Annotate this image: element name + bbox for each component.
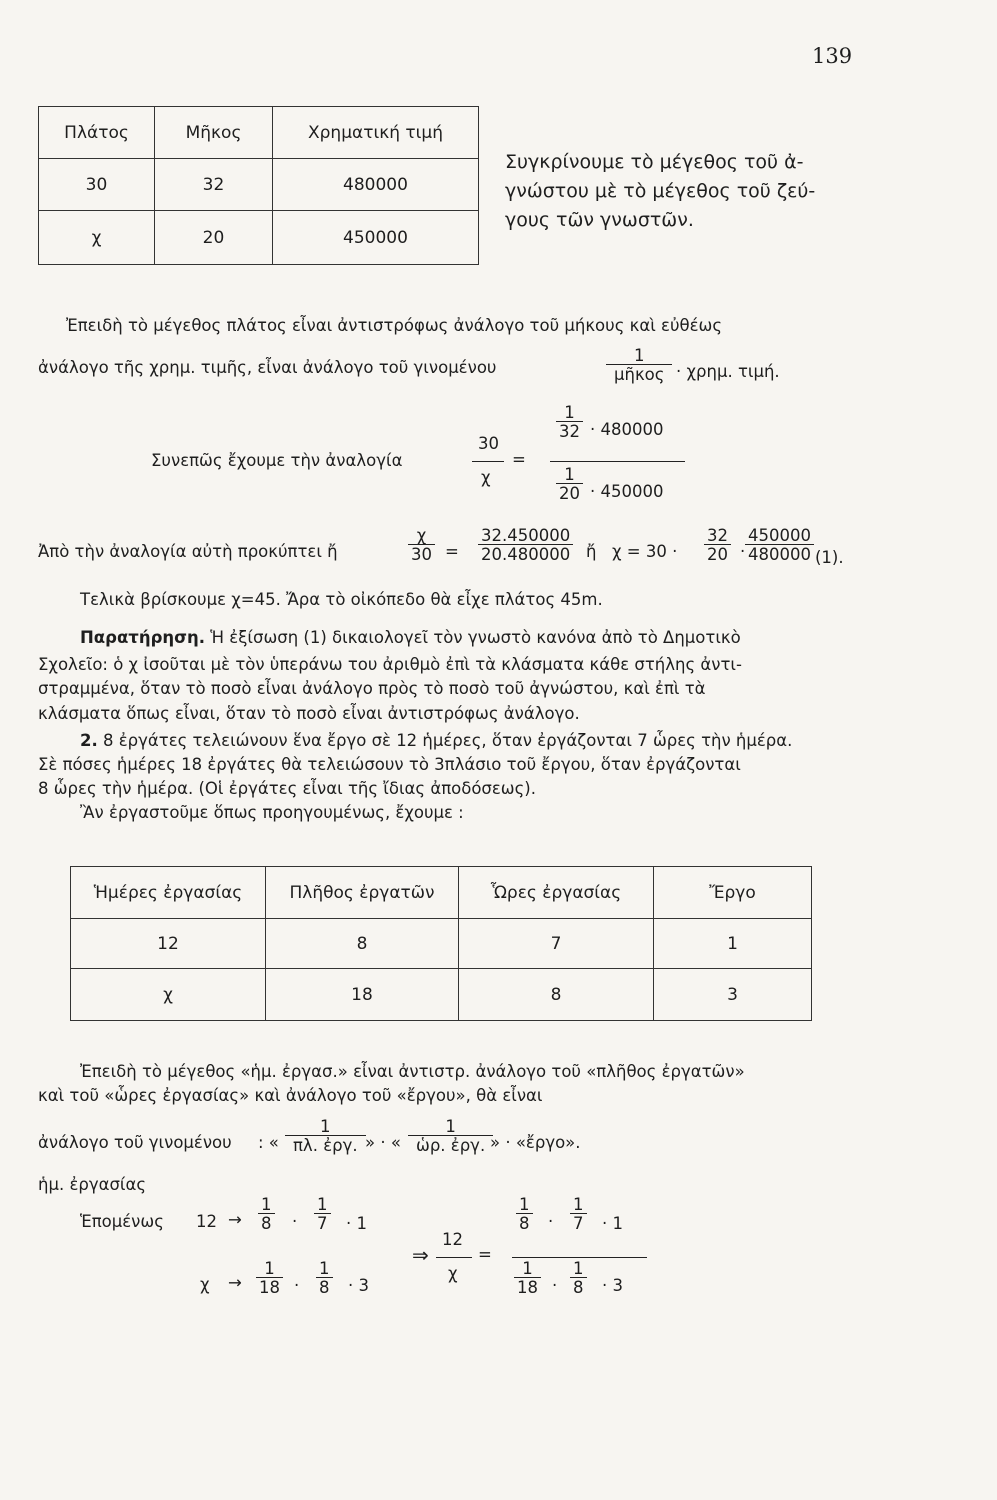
table-cell: 32 (155, 159, 273, 211)
problem-line: 8 ὧρες τὴν ἡμέρα. (Οἱ ἐργάτες εἶναι τῆς ἴδιας ἀποδόσεως). (38, 779, 536, 798)
side-note-line: Συγκρίνουμε τὸ μέγεθος τοῦ ἀ- (505, 151, 804, 173)
paragraph-line: Ἐπειδὴ τὸ μέγεθος πλάτος εἶναι ἀντιστρόφως ἀνάλογο τοῦ μήκους καὶ εὐθέως (66, 316, 723, 335)
rhs-main-bar (512, 1257, 647, 1258)
fraction-denominator: πλ. ἐργ. (285, 1135, 366, 1154)
fraction-numerator: 1 (573, 1259, 584, 1278)
fraction-denominator: 20.480000 (478, 544, 573, 563)
x-equals: χ = 30 · (612, 542, 678, 561)
fraction-denominator: ὡρ. ἐργ. (408, 1135, 493, 1154)
remark-text: Ἡ ἐξίσωση (1) δικαιολογεῖ τὸν γνωστὸ κανόνα ἀπὸ τὸ Δημοτικὸ (210, 628, 741, 647)
side-note-line: γους τῶν γνωστῶν. (505, 209, 694, 231)
or-word: ἤ (586, 542, 597, 561)
table-cell: 7 (459, 919, 654, 969)
proportion-lhs-denominator: χ (481, 468, 491, 487)
table-header-row (39, 107, 479, 159)
final-result-line: Τελικὰ βρίσκουμε χ=45. Ἄρα τὸ οἰκόπεδο θὰ εἶχε πλάτος 45m. (80, 590, 603, 609)
proportion-lhs-numerator: 30 (478, 434, 499, 453)
fraction-denominator: 20 (704, 544, 731, 563)
fraction-one-over-8 (316, 1260, 333, 1297)
product-open: : « (258, 1133, 279, 1152)
multiplier: · 480000 (590, 420, 664, 439)
lhs-numerator: 12 (442, 1230, 463, 1249)
fraction-numerator: 1 (264, 1259, 275, 1278)
table-cell: 12 (71, 919, 266, 969)
multiplication-dot: · (552, 1276, 558, 1295)
row2-tail: · 3 (348, 1276, 369, 1295)
fraction-numerator: 1 (573, 1195, 584, 1214)
fraction-one-over-hours (408, 1118, 493, 1155)
fraction-numerator: 1 (261, 1195, 272, 1214)
rhs-tail: · 3 (602, 1276, 623, 1295)
table-dimensions-price (38, 106, 479, 265)
table-cell: 18 (266, 969, 459, 1021)
fraction-prices (745, 527, 814, 564)
header-length: Μῆκος (155, 107, 273, 159)
table-work-problem (70, 866, 812, 1021)
fraction-numerator: 1 (519, 1195, 530, 1214)
table-cell: 480000 (273, 159, 479, 211)
paragraph-line: καὶ τοῦ «ὧρες ἐργασίας» καὶ ἀνάλογο τοῦ «ἔργου», θὰ εἶναι (38, 1086, 543, 1105)
equals-sign: = (478, 1245, 492, 1264)
fraction-32-over-20 (704, 527, 731, 564)
table-cell: 3 (654, 969, 812, 1021)
fraction-x-over-30 (408, 527, 435, 564)
fraction-numerator: 450000 (748, 526, 811, 545)
header-work: Ἔργο (654, 867, 812, 919)
problem-text: 8 ἐργάτες τελειώνουν ἕνα ἔργο σὲ 12 ἡμέρες, ὅταν ἐργάζονται 7 ὧρες τὴν ἡμέρα. (103, 731, 793, 750)
table-cell: 450000 (273, 211, 479, 265)
result-lead: Ἀπὸ τὴν ἀναλογία αὐτὴ προκύπτει ἤ (38, 542, 338, 561)
fraction-one-over-length (606, 347, 672, 384)
multiplier: · 450000 (590, 482, 664, 501)
fraction-one-over-7 (570, 1196, 587, 1233)
remark-title: Παρατήρηση. (80, 628, 205, 647)
table-header-row (71, 867, 812, 919)
fraction-denominator: 32 (556, 421, 583, 440)
fraction-numerator: 1 (633, 346, 645, 365)
paragraph-line: Ἐπειδὴ τὸ μέγεθος «ἡμ. ἐργασ.» εἶναι ἀντιστρ. ἀνάλογο τοῦ «πλῆθος ἐργατῶν» (80, 1062, 745, 1081)
fraction-denominator: 7 (314, 1213, 331, 1232)
fraction-denominator: 20 (556, 483, 583, 502)
fraction-products (478, 527, 573, 564)
fraction-denominator: 480000 (745, 544, 814, 563)
row2-value: χ (200, 1275, 210, 1294)
table-row (39, 211, 479, 265)
fraction-denominator: μῆκος (606, 364, 672, 383)
multiplication-dot: · (548, 1212, 554, 1231)
fraction-numerator: 1 (317, 1195, 328, 1214)
fraction-numerator: χ (416, 526, 427, 545)
multiplication-dot: · (292, 1212, 298, 1231)
fraction-numerator: 1 (564, 465, 575, 484)
equals-sign: = (445, 542, 459, 561)
arrow-icon: → (228, 1210, 242, 1229)
problem-number: 2. (80, 731, 98, 750)
fraction-denominator: 8 (516, 1213, 533, 1232)
fraction-numerator: 32 (707, 526, 728, 545)
fraction-one-over-workers (285, 1118, 366, 1155)
fraction-numerator: 1 (445, 1117, 456, 1136)
header-width: Πλάτος (39, 107, 155, 159)
remark-line: κλάσματα ὅπως εἶναι, ὅταν τὸ ποσὸ εἶναι ἀντιστρόφως ἀνάλογο. (38, 704, 580, 723)
fraction-numerator: 1 (522, 1259, 533, 1278)
fraction-one-over-18 (514, 1260, 541, 1297)
header-workers: Πλῆθος ἐργατῶν (266, 867, 459, 919)
fraction-denominator: 18 (514, 1277, 541, 1296)
fraction-one-over-32 (556, 404, 583, 441)
rhs-tail: · 1 (602, 1214, 623, 1233)
fraction-denominator: 8 (258, 1213, 275, 1232)
product-mid: » · « (365, 1133, 401, 1152)
equals-sign: = (512, 450, 526, 469)
lhs-bar (436, 1257, 472, 1258)
implies-icon: ⇒ (412, 1243, 429, 1267)
fraction-one-over-7 (314, 1196, 331, 1233)
proportion-lhs-bar (472, 461, 504, 462)
table-row (39, 159, 479, 211)
paragraph-line: ἀνάλογο τοῦ γινομένου (38, 1133, 232, 1152)
paragraph-tail: · χρημ. τιμή. (676, 362, 780, 381)
table-cell: χ (71, 969, 266, 1021)
table-cell: 30 (39, 159, 155, 211)
table-cell: 8 (266, 919, 459, 969)
page-number: 139 (812, 44, 853, 68)
remark-line-1 (80, 628, 741, 647)
therefore-label: Ἑπομένως (80, 1212, 164, 1231)
fraction-denominator: 8 (570, 1277, 587, 1296)
side-note (505, 148, 815, 235)
problem-line: Ἂν ἐργαστοῦμε ὅπως προηγουμένως, ἔχουμε : (80, 803, 464, 822)
fraction-denominator: 18 (256, 1277, 283, 1296)
proportion-main-bar (550, 461, 685, 462)
remark-line: στραμμένα, ὅταν τὸ ποσὸ εἶναι ἀνάλογο πρὸς τὸ ποσὸ τοῦ ἀγνώστου, καὶ ἐπὶ τὰ (38, 679, 706, 698)
fraction-one-over-20 (556, 466, 583, 503)
fraction-numerator: 1 (320, 1117, 331, 1136)
problem-line: Σὲ πόσες ἡμέρες 18 ἐργάτες θὰ τελειώσουν τὸ 3πλάσιο τοῦ ἔργου, ὅταν ἐργάζονται (38, 755, 741, 774)
paragraph-line: ἀνάλογο τῆς χρημ. τιμῆς, εἶναι ἀνάλογο τοῦ γινομένου (38, 358, 497, 377)
lhs-denominator: χ (448, 1264, 458, 1283)
fraction-numerator: 32.450000 (481, 526, 571, 545)
table-cell: 1 (654, 919, 812, 969)
fraction-numerator: 1 (319, 1259, 330, 1278)
fraction-one-over-8 (516, 1196, 533, 1233)
fraction-one-over-18 (256, 1260, 283, 1297)
arrow-icon: → (228, 1273, 242, 1292)
equation-ref: (1). (815, 548, 844, 567)
header-days: Ἡμέρες ἐργασίας (71, 867, 266, 919)
header-price: Χρηματική τιμή (273, 107, 479, 159)
fraction-one-over-8 (570, 1260, 587, 1297)
header-hours: Ὧρες ἐργασίας (459, 867, 654, 919)
fraction-numerator: 1 (564, 403, 575, 422)
multiplication-dot: · (294, 1276, 300, 1295)
row1-tail: · 1 (346, 1214, 367, 1233)
fraction-one-over-8 (258, 1196, 275, 1233)
fraction-denominator: 30 (408, 544, 435, 563)
proportion-label: Συνεπῶς ἔχουμε τὴν ἀναλογία (151, 451, 403, 470)
problem-2-line-1 (80, 731, 792, 750)
row1-value: 12 (196, 1212, 217, 1231)
fraction-denominator: 8 (316, 1277, 333, 1296)
table-row (71, 919, 812, 969)
remark-line: Σχολεῖο: ὁ χ ἰσοῦται μὲ τὸν ὑπεράνω του ἀριθμὸ ἐπὶ τὰ κλάσματα κάθε στήλης ἀντι- (38, 655, 742, 674)
multiplication-dot: · (740, 542, 746, 561)
side-note-line: γνώστου μὲ τὸ μέγεθος τοῦ ζεύ- (505, 180, 816, 202)
table-row (71, 969, 812, 1021)
fraction-denominator: 7 (570, 1213, 587, 1232)
paragraph-line: ἡμ. ἐργασίας (38, 1175, 147, 1194)
table-cell: χ (39, 211, 155, 265)
product-end: » · «ἔργο». (490, 1133, 581, 1152)
table-cell: 8 (459, 969, 654, 1021)
table-cell: 20 (155, 211, 273, 265)
